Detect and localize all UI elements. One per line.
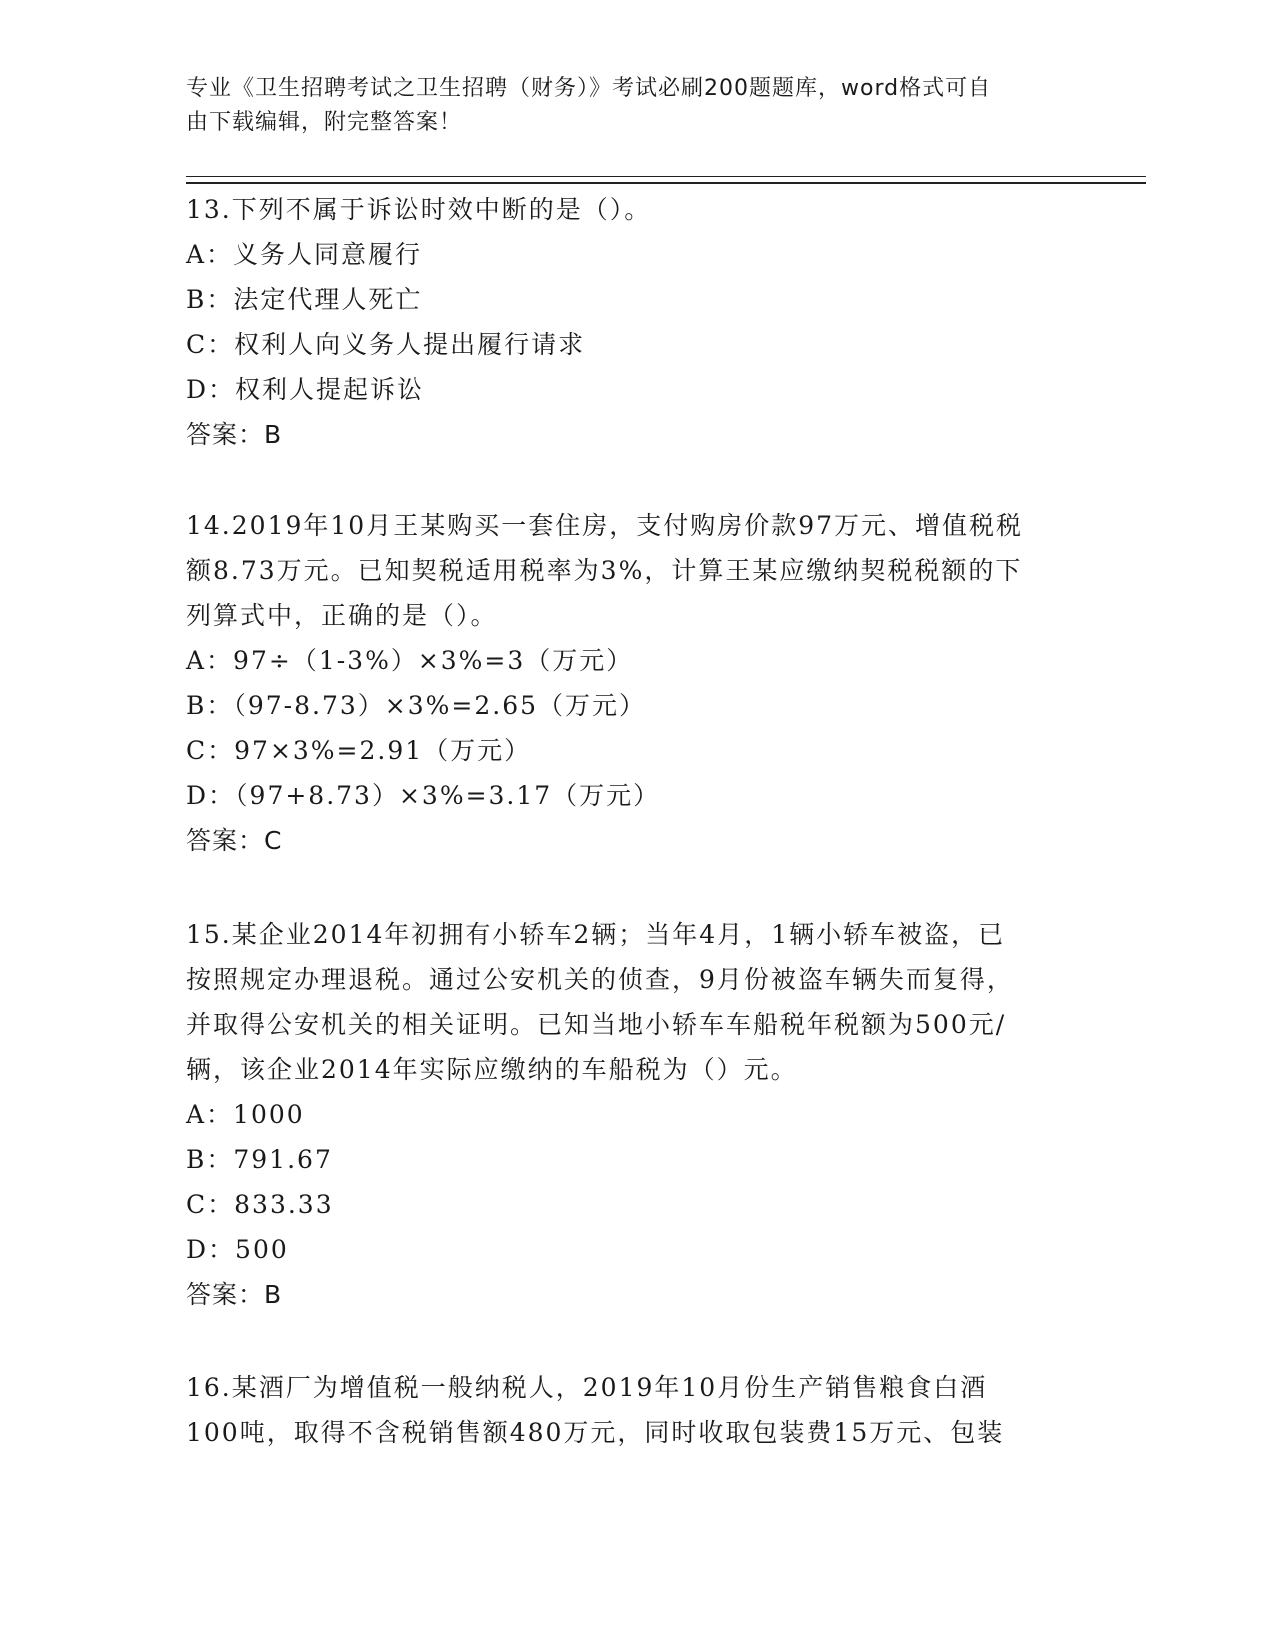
option-a: A：97÷（1-3%）×3%=3（万元） [186,646,634,675]
question-stem-line: 辆，该企业2014年实际应缴纳的车船税为（）元。 [186,1055,798,1084]
question-14 [186,503,1086,863]
option-b: B：（97-8.73）×3%=2.65（万元） [186,691,647,720]
answer-line: 答案：B [186,420,283,449]
document-header [186,72,1066,140]
question-stem-line: 列算式中，正确的是（）。 [186,601,498,630]
header-line-2: 由下载编辑，附完整答案！ [186,110,463,135]
question-16 [186,1365,1086,1455]
option-c: C：833.33 [186,1190,334,1219]
option-c: C：97×3%=2.91（万元） [186,736,532,765]
answer-line: 答案：C [186,826,283,855]
question-stem-line: 按照规定办理退税。通过公安机关的侦查，9月份被盗车辆失而复得， [186,965,1014,994]
header-divider-bottom [186,182,1146,184]
option-d: D：权利人提起诉讼 [186,375,425,404]
question-13 [186,187,1086,457]
option-b: B：791.67 [186,1145,333,1174]
option-d: D：500 [186,1235,289,1264]
question-stem-line: 并取得公安机关的相关证明。已知当地小轿车车船税年税额为500元/ [186,1010,1007,1039]
option-b: B：法定代理人死亡 [186,285,423,314]
header-line-1: 专业《卫生招聘考试之卫生招聘（财务）》考试必刷200题题库，word格式可自 [186,76,992,101]
header-divider-top [186,176,1146,177]
question-stem-line: 15.某企业2014年初拥有小轿车2辆；当年4月，1辆小轿车被盗，已 [186,920,1006,949]
option-a: A：1000 [186,1100,305,1129]
question-stem-line: 13.下列不属于诉讼时效中断的是（）。 [186,195,652,224]
option-c: C：权利人向义务人提出履行请求 [186,330,586,359]
question-stem-line: 100吨，取得不含税销售额480万元，同时收取包装费15万元、包装 [186,1418,1005,1447]
question-stem-line: 16.某酒厂为增值税一般纳税人，2019年10月份生产销售粮食白酒 [186,1373,988,1402]
question-15 [186,912,1086,1317]
question-stem-line: 额8.73万元。已知契税适用税率为3%，计算王某应缴纳契税税额的下 [186,556,1023,585]
question-stem-line: 14.2019年10月王某购买一套住房，支付购房价款97万元、增值税税 [186,511,1024,540]
option-d: D：（97+8.73）×3%=3.17（万元） [186,781,661,810]
option-a: A：义务人同意履行 [186,240,423,269]
answer-line: 答案：B [186,1280,283,1309]
